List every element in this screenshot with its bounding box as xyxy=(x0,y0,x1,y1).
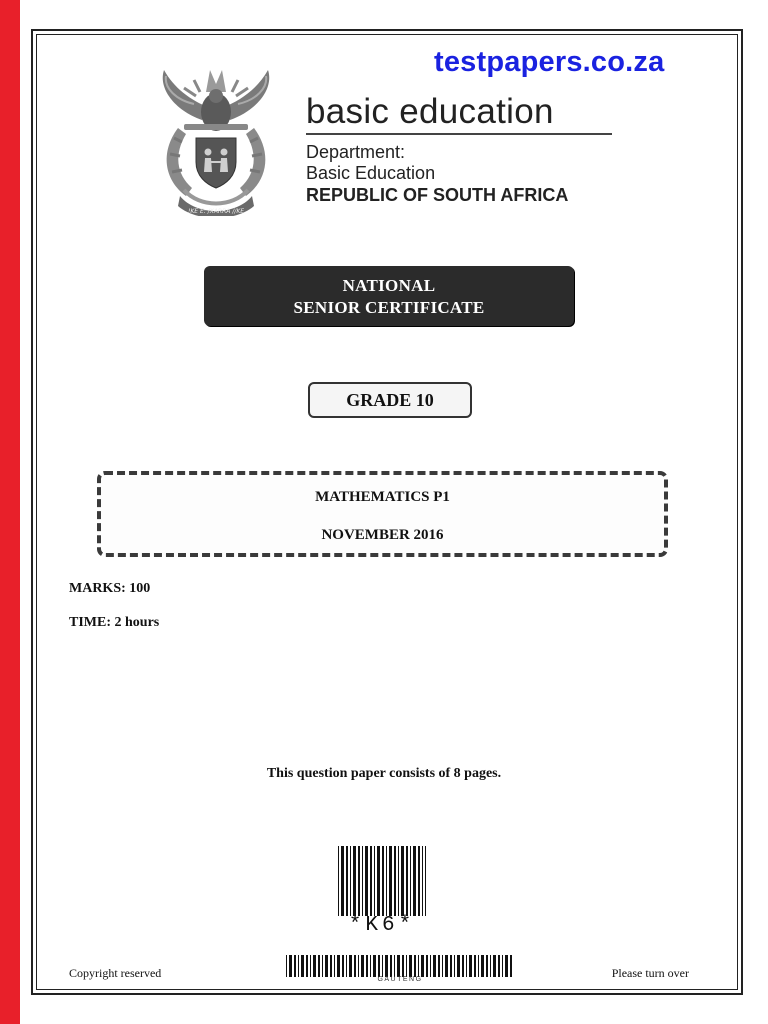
barcode-bar xyxy=(385,955,388,977)
time-info: TIME: 2 hours xyxy=(69,615,160,630)
barcode-bar xyxy=(366,955,368,977)
barcode-bar xyxy=(486,955,488,977)
barcode-bar xyxy=(502,955,503,977)
barcode-bar xyxy=(402,955,404,977)
barcode-bar xyxy=(398,846,399,916)
barcode-bar xyxy=(430,955,431,977)
barcode-bar xyxy=(397,955,400,977)
barcode-bar xyxy=(378,955,380,977)
barcode-bar xyxy=(310,955,311,977)
barcode-bar xyxy=(422,846,423,916)
exam-date: NOVEMBER 2016 xyxy=(321,527,444,543)
red-edge-strip xyxy=(0,0,20,1024)
coat-of-arms-icon xyxy=(150,62,282,216)
barcode-bar xyxy=(322,955,323,977)
barcode-bar xyxy=(365,846,368,916)
barcode-bar xyxy=(498,955,500,977)
barcode-bar xyxy=(294,955,296,977)
barcode-bar xyxy=(325,955,328,977)
barcode-bar xyxy=(298,955,299,977)
subject-title: MATHEMATICS P1 xyxy=(315,489,450,505)
barcode-bar xyxy=(382,955,383,977)
republic-name: REPUBLIC OF SOUTH AFRICA xyxy=(306,185,569,205)
barcode-bar xyxy=(338,846,339,916)
barcode-bar xyxy=(445,955,448,977)
barcode-bar xyxy=(462,955,464,977)
barcode-bar xyxy=(377,846,380,916)
subject-panel xyxy=(97,471,668,557)
barcode-bar xyxy=(490,955,491,977)
barcode-bar xyxy=(349,955,352,977)
brand-divider xyxy=(306,133,612,135)
barcode-bar xyxy=(342,955,344,977)
department-name: Basic Education xyxy=(306,163,436,183)
watermark-link[interactable]: testpapers.co.za xyxy=(434,46,665,78)
barcode-bar xyxy=(361,955,364,977)
barcode-code: *K6* xyxy=(348,914,416,937)
grade-label: GRADE 10 xyxy=(308,382,472,418)
motto-text: !KE E: /XARRA //KE xyxy=(187,208,245,215)
barcode-bar xyxy=(474,955,476,977)
barcode-bar xyxy=(481,955,484,977)
secondary-barcode-icon xyxy=(286,955,514,977)
barcode-bar xyxy=(469,955,472,977)
barcode-bar xyxy=(373,955,376,977)
barcode-bar xyxy=(410,846,411,916)
department-heading xyxy=(306,92,612,206)
barcode-bar xyxy=(350,846,351,916)
certificate-line-1: NATIONAL xyxy=(342,276,436,295)
barcode-bar xyxy=(418,955,419,977)
barcode-bar xyxy=(334,955,335,977)
barcode-bar xyxy=(406,846,408,916)
barcode-bar xyxy=(478,955,479,977)
barcode-bar xyxy=(505,955,508,977)
barcode-region: GAUTENG xyxy=(377,976,423,983)
barcode-bar xyxy=(409,955,412,977)
barcode-bar xyxy=(358,955,359,977)
barcode-bar xyxy=(442,955,443,977)
turn-over-notice: Please turn over xyxy=(611,966,689,980)
barcode-bar xyxy=(390,955,392,977)
barcode-bar xyxy=(346,955,347,977)
barcode-bar xyxy=(433,955,436,977)
barcode-bar xyxy=(394,846,396,916)
barcode-bar xyxy=(389,846,392,916)
barcode-bar xyxy=(450,955,452,977)
barcode-bar xyxy=(386,846,387,916)
barcode-bar xyxy=(286,955,287,977)
barcode-bar xyxy=(362,846,363,916)
barcode-bar xyxy=(289,955,292,977)
barcode-bar xyxy=(306,955,308,977)
barcode-bar xyxy=(370,846,372,916)
barcode-bar xyxy=(414,955,416,977)
barcode-bar xyxy=(337,955,340,977)
barcode-bar xyxy=(370,955,371,977)
barcode-bar xyxy=(353,846,356,916)
barcode-bar xyxy=(346,846,348,916)
barcode-bar xyxy=(313,955,316,977)
barcode-bar xyxy=(382,846,384,916)
page-count-note: This question paper consists of 8 pages. xyxy=(266,766,502,781)
certificate-banner xyxy=(204,266,574,326)
barcode-bar xyxy=(301,955,304,977)
barcode-bar xyxy=(418,846,420,916)
barcode-bar xyxy=(466,955,467,977)
barcode-bar xyxy=(493,955,496,977)
barcode-bar xyxy=(358,846,360,916)
department-label: Department: xyxy=(306,142,406,162)
barcode-bar xyxy=(354,955,356,977)
marks-info: MARKS: 100 xyxy=(69,581,151,596)
barcode-bar xyxy=(374,846,375,916)
barcode-bar xyxy=(330,955,332,977)
copyright-notice: Copyright reserved xyxy=(69,966,162,980)
barcode-bar xyxy=(341,846,344,916)
barcode-bar xyxy=(438,955,440,977)
barcode-bar xyxy=(406,955,407,977)
barcode-bar xyxy=(421,955,424,977)
brand-title: basic education xyxy=(306,92,554,131)
certificate-line-2: SENIOR CERTIFICATE xyxy=(293,298,485,317)
barcode-bar xyxy=(454,955,455,977)
barcode-bar xyxy=(510,955,512,977)
barcode-bar xyxy=(413,846,416,916)
barcode-bar xyxy=(426,955,428,977)
barcode-bar xyxy=(425,846,426,916)
barcode-bar xyxy=(457,955,460,977)
barcode-bar xyxy=(394,955,395,977)
barcode-icon xyxy=(338,846,426,916)
barcode-bar xyxy=(318,955,320,977)
barcode-bar xyxy=(401,846,404,916)
